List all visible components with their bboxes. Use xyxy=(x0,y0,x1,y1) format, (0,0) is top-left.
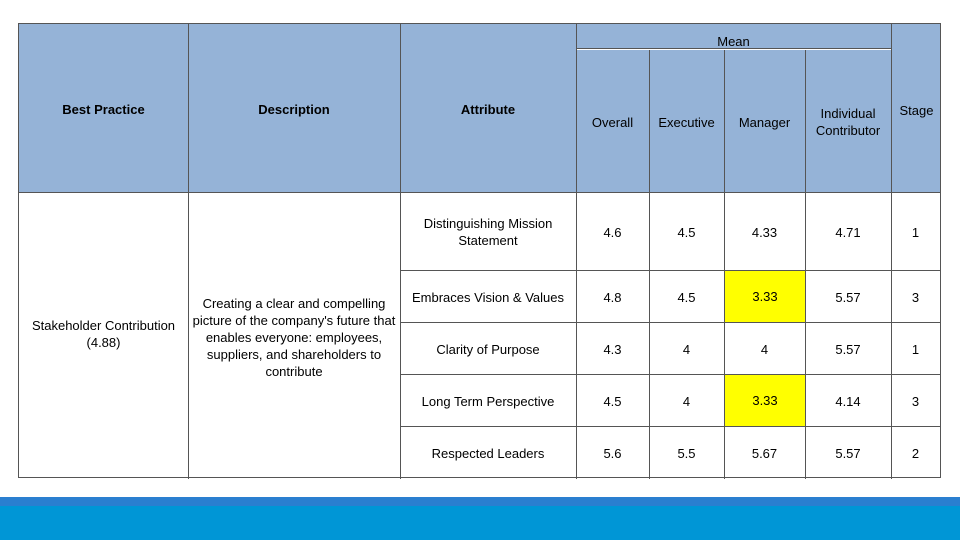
attribute-cell: Respected Leaders xyxy=(431,445,545,461)
overall-cell: 4.8 xyxy=(603,289,622,305)
overall-cell: 4.5 xyxy=(603,393,622,409)
individual-cell: 4.14 xyxy=(835,393,861,409)
attribute-cell: Clarity of Purpose xyxy=(436,341,540,357)
manager-cell-highlighted: 3.33 xyxy=(725,271,805,322)
individual-contributor-header: Individual Contributor xyxy=(815,106,881,138)
stage-cell: 3 xyxy=(911,289,920,305)
attribute-header: Attribute xyxy=(460,101,516,117)
best-practice-cell: Stakeholder Contribution (4.88) xyxy=(31,318,176,350)
stage-cell: 3 xyxy=(911,393,920,409)
overall-cell: 4.3 xyxy=(603,341,622,357)
description-header: Description xyxy=(258,101,330,117)
stage-cell: 1 xyxy=(911,341,920,357)
manager-cell: 5.67 xyxy=(751,445,778,461)
manager-cell: 4 xyxy=(760,341,769,357)
executive-cell: 4.5 xyxy=(677,224,696,240)
manager-cell: 4.33 xyxy=(751,224,778,240)
stage-cell: 1 xyxy=(911,224,920,240)
manager-header: Manager xyxy=(738,114,791,130)
footer-bar-edge xyxy=(0,497,960,506)
individual-cell: 4.71 xyxy=(835,224,861,240)
manager-cell-highlighted: 3.33 xyxy=(725,375,805,426)
description-cell: Creating a clear and compelling picture of the company's future that enables everyone: employees, suppliers, and shareholders to contribute xyxy=(192,295,396,379)
overall-cell: 4.6 xyxy=(603,224,622,240)
executive-cell: 4 xyxy=(682,341,691,357)
footer-bar xyxy=(0,497,960,540)
individual-cell: 5.57 xyxy=(835,445,861,461)
executive-cell: 4 xyxy=(682,393,691,409)
best-practice-header: Best Practice xyxy=(62,101,145,117)
executive-cell: 4.5 xyxy=(677,289,696,305)
attribute-cell: Long Term Perspective xyxy=(421,393,555,409)
data-table xyxy=(18,23,941,478)
executive-cell: 5.5 xyxy=(677,445,696,461)
attribute-cell: Distinguishing Mission Statement xyxy=(423,216,553,248)
individual-cell: 5.57 xyxy=(835,341,861,357)
attribute-cell: Embraces Vision & Values xyxy=(412,290,564,305)
overall-cell: 5.6 xyxy=(603,445,622,461)
overall-header: Overall xyxy=(591,114,634,130)
mean-header: Mean xyxy=(717,33,750,49)
executive-header: Executive xyxy=(658,114,715,130)
stage-header: Stage xyxy=(899,102,934,118)
stage-cell: 2 xyxy=(911,445,920,461)
individual-cell: 5.57 xyxy=(835,289,861,305)
